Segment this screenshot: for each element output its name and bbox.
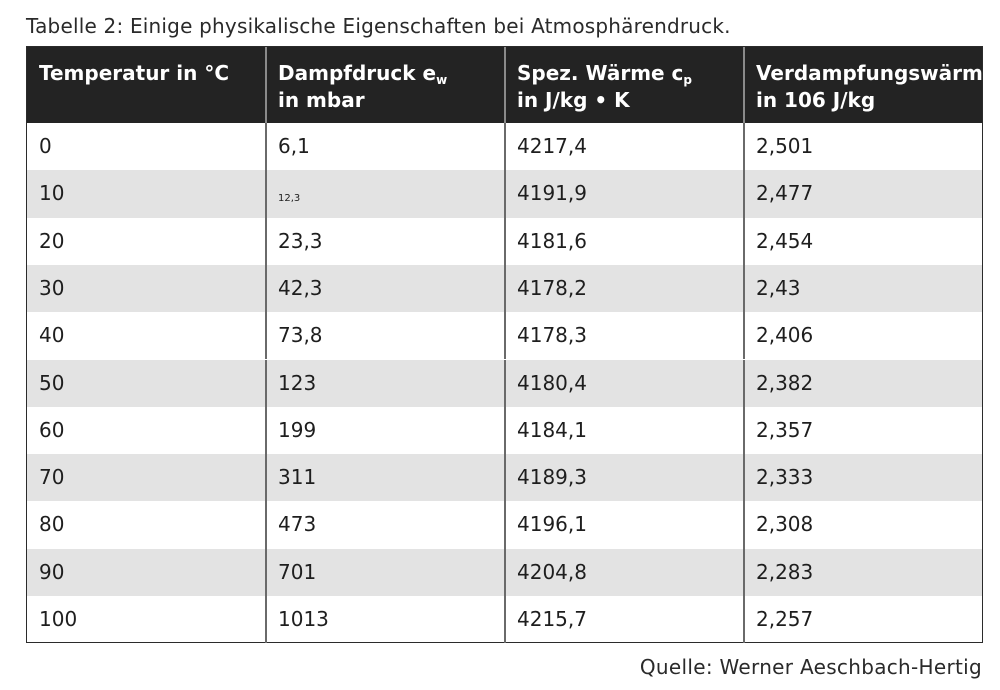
header-divider (504, 47, 506, 123)
header-specific-heat-unit: in J/kg • K (517, 88, 630, 112)
header-vaporization-heat-label: Verdampfungswärme (756, 61, 997, 85)
column-divider (265, 170, 267, 217)
column-divider (504, 596, 506, 643)
cell-temperature: 40 (39, 323, 65, 348)
table-row (27, 360, 982, 407)
cell-vaporization-heat: 2,333 (756, 465, 814, 490)
cell-specific-heat: 4196,1 (517, 512, 587, 537)
column-divider (504, 170, 506, 217)
column-divider (504, 265, 506, 312)
column-divider (743, 407, 745, 454)
cell-specific-heat: 4181,6 (517, 228, 587, 253)
cell-vapor-pressure: 473 (278, 512, 317, 537)
cell-vapor-pressure: 311 (278, 465, 317, 490)
column-divider (504, 218, 506, 265)
table-row (27, 596, 982, 643)
header-divider (743, 47, 745, 123)
header-specific-heat (505, 47, 743, 123)
column-divider (743, 265, 745, 312)
column-divider (743, 501, 745, 548)
column-divider (265, 218, 267, 265)
column-divider (743, 170, 745, 217)
table-row (27, 407, 982, 454)
column-divider (265, 312, 267, 359)
column-divider (265, 549, 267, 596)
cell-vaporization-heat: 2,357 (756, 417, 814, 442)
header-vapor-pressure (266, 47, 504, 123)
table-row (27, 218, 982, 265)
table-caption: Tabelle 2: Einige physikalische Eigenschaften bei Atmosphärendruck. (26, 14, 731, 38)
table-row (27, 265, 982, 312)
cell-temperature: 100 (39, 607, 78, 631)
column-divider (743, 218, 745, 265)
cell-temperature: 10 (39, 181, 65, 206)
cell-vaporization-heat: 2,43 (756, 275, 801, 300)
column-divider (504, 312, 506, 359)
cell-temperature: 50 (39, 370, 65, 395)
cell-specific-heat: 4178,2 (517, 275, 587, 300)
header-vapor-pressure-label: Dampfdruck e (278, 61, 437, 85)
header-temperature (27, 47, 265, 123)
column-divider (504, 123, 506, 170)
cell-vapor-pressure: 6,1 (278, 134, 310, 158)
cell-vaporization-heat: 2,477 (756, 181, 814, 206)
cell-specific-heat: 4180,4 (517, 370, 587, 395)
table-header (27, 47, 997, 123)
column-divider (265, 454, 267, 501)
column-divider (743, 454, 745, 501)
cell-vaporization-heat: 2,454 (756, 228, 814, 253)
cell-vapor-pressure: 42,3 (278, 275, 323, 300)
header-temperature-label: Temperatur in °C (39, 61, 229, 85)
column-divider (504, 549, 506, 596)
cell-vapor-pressure: 123 (278, 370, 317, 395)
column-divider (265, 407, 267, 454)
column-divider (265, 360, 267, 407)
source-note: Quelle: Werner Aeschbach-Hertig (639, 655, 982, 679)
cell-specific-heat: 4191,9 (517, 181, 587, 206)
cell-temperature: 80 (39, 512, 65, 537)
header-divider (265, 47, 267, 123)
column-divider (504, 454, 506, 501)
column-divider (504, 501, 506, 548)
table-row (27, 170, 982, 217)
cell-temperature: 60 (39, 417, 65, 442)
cell-vaporization-heat: 2,382 (756, 370, 814, 395)
properties-table (26, 46, 997, 643)
column-divider (504, 407, 506, 454)
column-divider (265, 596, 267, 643)
cell-vaporization-heat: 2,283 (756, 559, 814, 584)
cell-vapor-pressure: 199 (278, 417, 317, 442)
cell-vaporization-heat: 2,406 (756, 323, 814, 348)
cell-temperature: 90 (39, 559, 65, 584)
cell-vapor-pressure: 23,3 (278, 228, 323, 253)
cell-temperature: 20 (39, 228, 65, 253)
cell-vapor-pressure: 1013 (278, 607, 329, 631)
cell-vaporization-heat: 2,308 (756, 512, 814, 537)
column-divider (265, 501, 267, 548)
cell-vaporization-heat: 2,501 (756, 134, 814, 158)
header-vapor-pressure-unit: in mbar (278, 88, 365, 112)
column-divider (265, 265, 267, 312)
cell-temperature: 70 (39, 465, 65, 490)
cell-temperature: 30 (39, 275, 65, 300)
cell-specific-heat: 4204,8 (517, 559, 587, 584)
header-specific-heat-label: Spez. Wärme c (517, 61, 684, 85)
cell-vapor-pressure: 701 (278, 559, 317, 584)
table-row (27, 123, 982, 170)
column-divider (265, 123, 267, 170)
cell-specific-heat: 4215,7 (517, 607, 587, 631)
cell-vaporization-heat: 2,257 (756, 607, 814, 631)
table-row (27, 312, 982, 359)
header-specific-heat-subscript: p (683, 73, 693, 87)
column-divider (743, 123, 745, 170)
header-vaporization-heat-unit: in 106 J/kg (756, 88, 876, 112)
column-divider (504, 360, 506, 407)
cell-specific-heat: 4178,3 (517, 323, 587, 348)
cell-vapor-pressure: 12,3 (278, 193, 301, 205)
column-divider (743, 596, 745, 643)
cell-temperature: 0 (39, 134, 52, 158)
column-divider (743, 549, 745, 596)
column-divider (743, 312, 745, 359)
column-divider (743, 360, 745, 407)
header-vaporization-heat (744, 47, 997, 123)
table-row (27, 454, 982, 501)
table-row (27, 501, 982, 548)
cell-vapor-pressure: 73,8 (278, 323, 323, 348)
cell-specific-heat: 4189,3 (517, 465, 587, 490)
cell-specific-heat: 4217,4 (517, 134, 587, 158)
table-row (27, 549, 982, 596)
header-vapor-pressure-subscript: w (436, 73, 448, 87)
cell-specific-heat: 4184,1 (517, 417, 587, 442)
